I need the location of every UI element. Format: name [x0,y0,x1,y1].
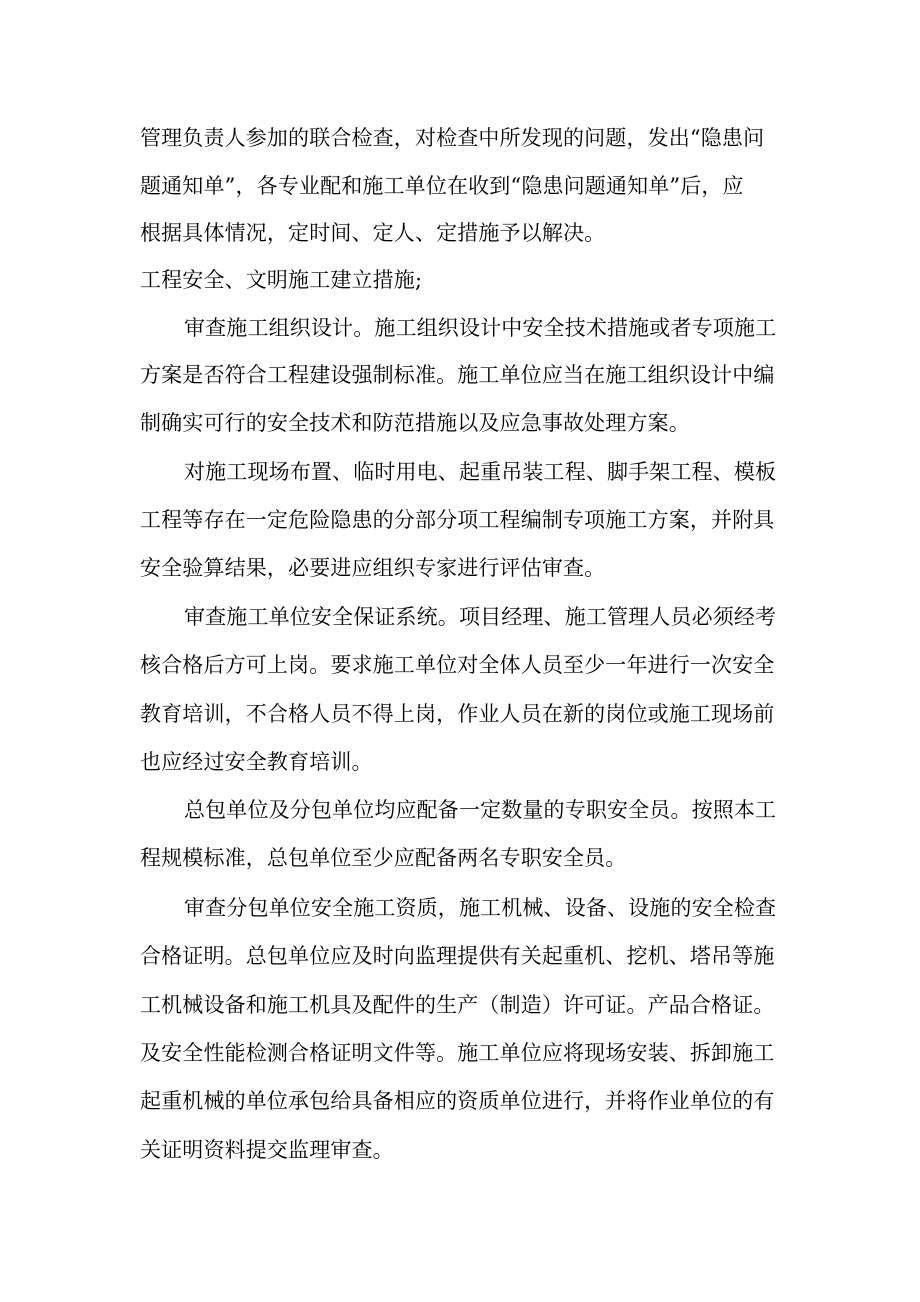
text-line: 管理负责人参加的联合检查，对检查中所发现的问题，发出“隐患问 [140,126,765,150]
text-line: 工机械设备和施工机具及配件的生产（制造）许可证。产品合格证。 [140,993,775,1017]
text-line: 对施工现场布置、临时用电、起重吊装工程、脚手架工程、模板 [184,460,777,484]
text-line: 总包单位及分包单位均应配备一定数量的专职安全员。按照本工 [184,798,777,822]
text-line: 制确实可行的安全技术和防范措施以及应急事故处理方案。 [140,411,690,435]
text-line: 合格证明。总包单位应及时向监理提供有关起重机、挖机、塔吊等施 [140,944,775,968]
text-line: 教育培训，不合格人员不得上岗，作业人员在新的岗位或施工现场前 [140,702,775,726]
text-line: 审查施工单位安全保证系统。项目经理、施工管理人员必须经考 [184,605,777,629]
text-line: 方案是否符合工程建设强制标准。施工单位应当在施工组织设计中编 [140,363,775,387]
text-line: 起重机械的单位承包给具备相应的资质单位进行，并将作业单位的有 [140,1089,775,1113]
section-heading: 工程安全、文明施工建立措施; [140,268,423,292]
text-line: 也应经过安全教育培训。 [140,750,373,774]
text-line: 审查分包单位安全施工资质，施工机械、设备、设施的安全检查 [184,896,777,920]
text-line: 及安全性能检测合格证明文件等。施工单位应将现场安装、拆卸施工 [140,1041,775,1065]
text-line: 题通知单”，各专业配和施工单位在收到“隐患问题通知单”后，应 [140,174,744,198]
text-line: 审查施工组织设计。施工组织设计中安全技术措施或者专项施工 [184,316,777,340]
text-line: 根据具体情况，定时间、定人、定措施予以解决。 [140,221,606,245]
text-line: 核合格后方可上岗。要求施工单位对全体人员至少一年进行一次安全 [140,653,775,677]
text-line: 安全验算结果，必要进应组织专家进行评估审查。 [140,556,606,580]
text-line: 关证明资料提交监理审查。 [140,1138,394,1162]
text-line: 工程等存在一定危险隐患的分部分项工程编制专项施工方案，并附具 [140,508,775,532]
text-line: 程规模标准，总包单位至少应配备两名专职安全员。 [140,846,627,870]
